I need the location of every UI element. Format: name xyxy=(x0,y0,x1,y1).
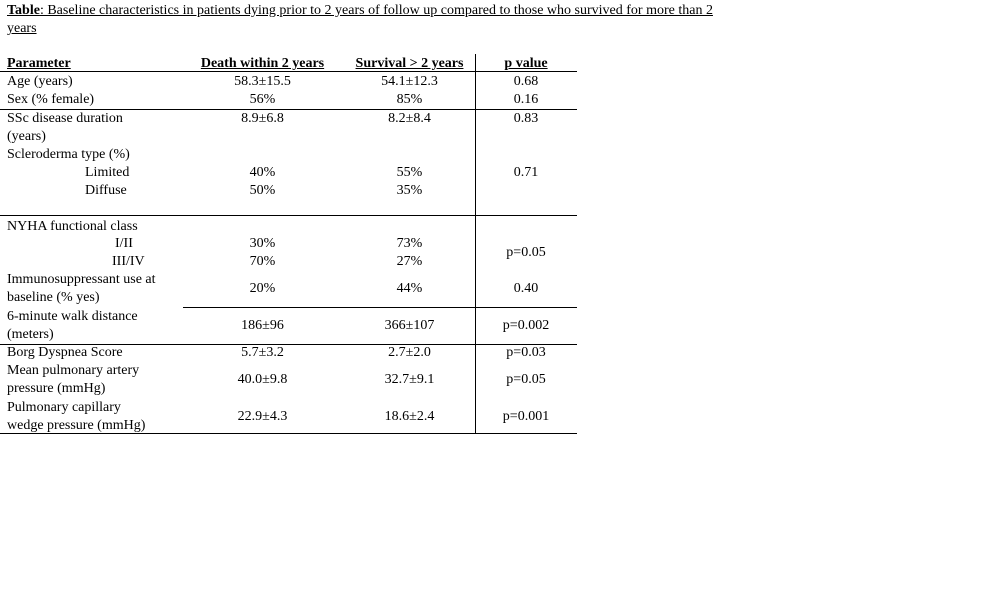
table-caption xyxy=(7,2,727,38)
row-sex-p: 0.16 xyxy=(513,92,539,107)
row-pcwp-survival: 18.6±2.4 xyxy=(384,409,435,424)
row-walk-label-1: 6-minute walk distance xyxy=(7,309,138,324)
header-death: Death within 2 years xyxy=(200,56,325,71)
row-nyha-label: NYHA functional class xyxy=(7,219,138,234)
row-walk-death: 186±96 xyxy=(241,318,284,333)
row-diffuse-label: Diffuse xyxy=(85,183,127,198)
row-mpap-survival: 32.7±9.1 xyxy=(384,372,435,387)
caption-text: : Baseline characteristics in patients dying prior to 2 years of follow up compared to those who survived for more than 2 years xyxy=(7,3,713,36)
row-limited-survival: 55% xyxy=(396,165,423,180)
row-age-p: 0.68 xyxy=(513,74,539,89)
row-immuno-survival: 44% xyxy=(396,281,423,296)
row-pcwp-death: 22.9±4.3 xyxy=(237,409,288,424)
row-ssc-p: 0.83 xyxy=(513,111,539,126)
header-p-value: p value xyxy=(504,56,548,71)
rule-before-walk xyxy=(183,307,577,308)
row-pcwp-label-2: wedge pressure (mmHg) xyxy=(7,418,146,433)
row-sex-death: 56% xyxy=(249,92,276,107)
row-borg-death: 5.7±3.2 xyxy=(241,345,284,360)
row-nyha-iii-iv-label: III/IV xyxy=(112,254,145,269)
row-ssc-label-1: SSc disease duration xyxy=(7,111,123,126)
row-sex-label: Sex (% female) xyxy=(7,92,95,107)
row-immuno-label-2: baseline (% yes) xyxy=(7,290,100,305)
row-mpap-p: p=0.05 xyxy=(506,372,546,387)
row-mpap-label-2: pressure (mmHg) xyxy=(7,381,106,396)
row-immuno-death: 20% xyxy=(249,281,276,296)
row-immuno-label-1: Immunosuppressant use at xyxy=(7,272,156,287)
rule-after-scleroderma xyxy=(0,215,577,216)
row-ssc-death: 8.9±6.8 xyxy=(241,111,284,126)
row-mpap-label-1: Mean pulmonary artery xyxy=(7,363,140,378)
row-pcwp-label-1: Pulmonary capillary xyxy=(7,400,121,415)
baseline-characteristics-table xyxy=(0,54,577,434)
caption-label: Table xyxy=(7,3,40,18)
row-nyha-p: p=0.05 xyxy=(506,245,546,260)
row-pcwp-p: p=0.001 xyxy=(502,409,550,424)
row-mpap-death: 40.0±9.8 xyxy=(237,372,288,387)
row-walk-label-2: (meters) xyxy=(7,327,54,342)
row-scleroderma-p: 0.71 xyxy=(513,165,539,180)
row-ssc-label-2: (years) xyxy=(7,129,46,144)
row-nyha-iii-iv-death: 70% xyxy=(249,254,276,269)
header-parameter: Parameter xyxy=(7,56,71,71)
row-diffuse-survival: 35% xyxy=(396,183,423,198)
row-limited-death: 40% xyxy=(249,165,276,180)
row-immuno-p: 0.40 xyxy=(513,281,539,296)
header-survival: Survival > 2 years xyxy=(355,56,464,71)
row-limited-label: Limited xyxy=(85,165,130,180)
row-walk-survival: 366±107 xyxy=(384,318,435,333)
row-walk-p: p=0.002 xyxy=(502,318,550,333)
row-ssc-survival: 8.2±8.4 xyxy=(388,111,431,126)
row-sex-survival: 85% xyxy=(396,92,423,107)
row-nyha-i-ii-death: 30% xyxy=(249,236,276,251)
row-nyha-iii-iv-survival: 27% xyxy=(396,254,423,269)
row-diffuse-death: 50% xyxy=(249,183,276,198)
row-age-label: Age (years) xyxy=(7,74,73,89)
row-age-survival: 54.1±12.3 xyxy=(381,74,438,89)
row-nyha-i-ii-label: I/II xyxy=(115,236,133,251)
row-borg-p: p=0.03 xyxy=(506,345,546,360)
row-borg-label: Borg Dyspnea Score xyxy=(7,345,123,360)
row-nyha-i-ii-survival: 73% xyxy=(396,236,423,251)
row-borg-survival: 2.7±2.0 xyxy=(388,345,431,360)
row-age-death: 58.3±15.5 xyxy=(234,74,291,89)
row-scleroderma-label: Scleroderma type (%) xyxy=(7,147,130,162)
